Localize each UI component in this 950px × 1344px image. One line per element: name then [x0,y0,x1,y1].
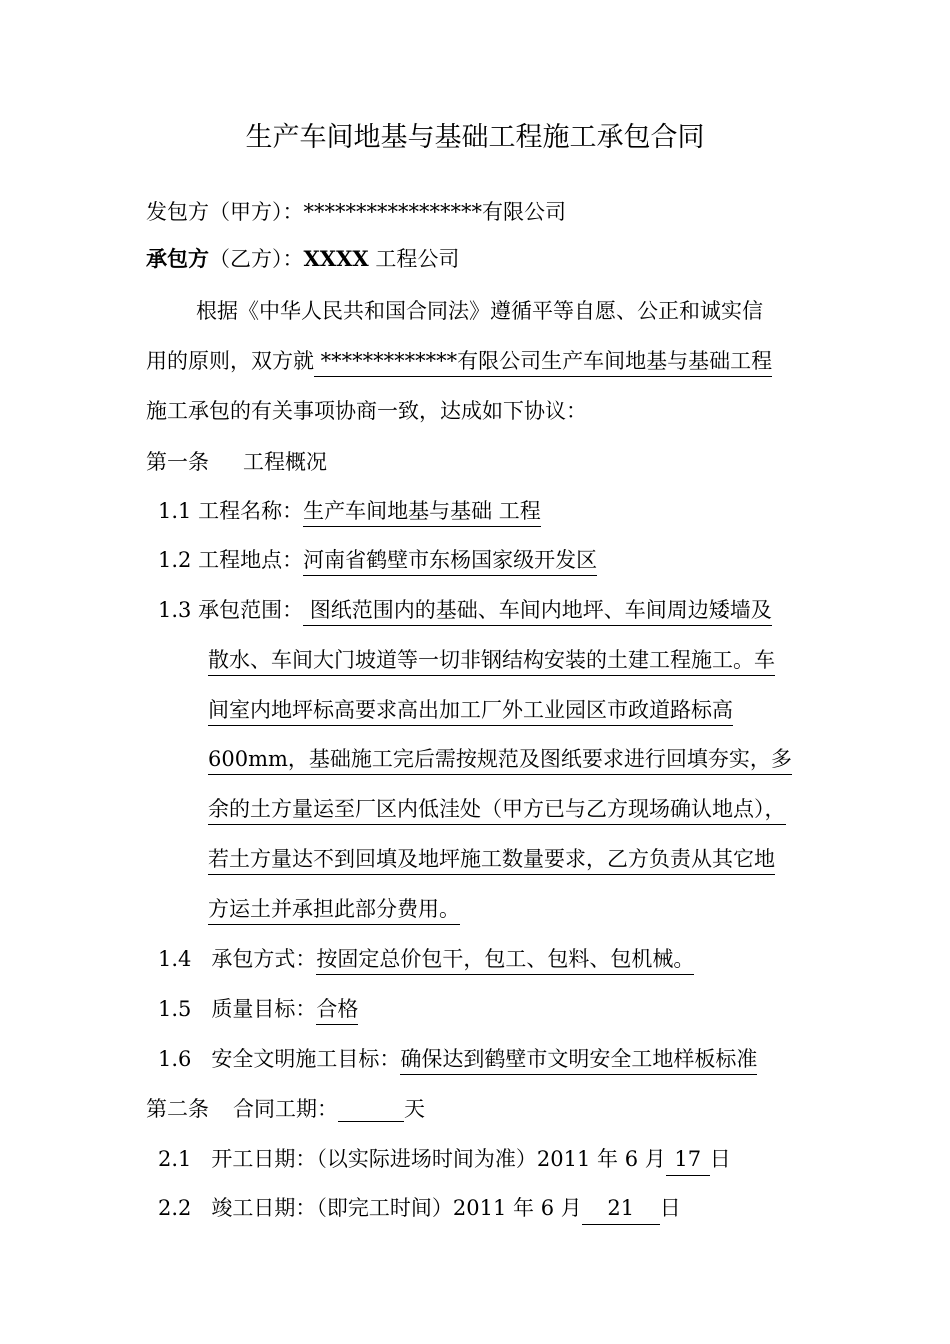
project-location-line [158,547,597,573]
project-name-label: 1.1 工程名称： [158,499,304,523]
quality-target-number: 1.5 [158,997,192,1021]
intro-line-2-prefix: 用的原则，双方就 [146,349,314,373]
quality-target-label: 质量目标： [211,997,317,1021]
end-date-line [158,1195,681,1225]
article-1-title: 工程概况 [243,450,327,474]
project-location-label: 1.2 工程地点： [158,548,304,572]
article-2-title: 合同工期： [233,1097,338,1121]
project-name-value: 生产车间地基与基础 工程 [303,499,541,527]
party-a-value: *****************有限公司 [303,200,566,224]
party-b-line [146,246,459,272]
contract-duration-unit: 天 [404,1097,425,1121]
project-name-line [158,498,541,524]
scope-line-2 [208,647,775,673]
scope-text-7: 方运土并承担此部分费用。 [208,897,460,925]
scope-line-4 [208,746,792,772]
scope-line-1 [158,597,772,623]
safety-target-label: 安全文明施工目标： [211,1047,401,1071]
party-a-label: 发包方（甲方）： [146,200,304,224]
contract-method-label: 承包方式： [211,947,317,971]
article-2-heading [146,1096,425,1122]
scope-label: 1.3 承包范围： [158,598,304,622]
scope-text-1: 图纸范围内的基础、车间内地坪、车间周边矮墙及 [303,598,772,626]
safety-target-number: 1.6 [158,1047,192,1071]
project-location-value: 河南省鹤壁市东杨国家级开发区 [303,548,597,576]
article-2-number: 第二条 [146,1097,209,1121]
end-date-suffix: 日 [659,1196,681,1220]
article-1-heading [146,449,327,475]
contract-duration-blank [338,1096,404,1122]
start-date-number: 2.1 [158,1147,192,1171]
scope-text-4: 600mm，基础施工完后需按规范及图纸要求进行回填夯实，多 [208,747,792,775]
intro-line-1: 根据《中华人民共和国合同法》遵循平等自愿、公正和诚实信 [196,299,763,323]
end-date-label: 竣工日期：（即完工时间）2011 年 6 月 [211,1196,582,1220]
start-date-label: 开工日期：（以实际进场时间为准）2011 年 6 月 [211,1147,666,1171]
safety-target-value: 确保达到鹤壁市文明安全工地样板标准 [400,1047,757,1075]
quality-target-line [158,996,358,1022]
party-a-line [146,199,566,225]
intro-line-2 [146,348,772,374]
scope-text-2: 散水、车间大门坡道等一切非钢结构安装的土建工程施工。车 [208,648,775,676]
start-date-suffix: 日 [709,1147,731,1171]
document-title: 生产车间地基与基础工程施工承包合同 [245,122,705,153]
party-b-value: 工程公司 [375,247,460,271]
intro-project-name: *************有限公司生产车间地基与基础工程 [314,349,772,377]
start-date-line [158,1146,731,1176]
quality-target-value: 合格 [316,997,358,1025]
scope-text-3: 间室内地坪标高要求高出加工厂外工业园区市政道路标高 [208,698,733,726]
end-date-day: 21 [582,1195,660,1225]
scope-line-7 [208,896,460,922]
start-date-day: 17 [666,1146,710,1176]
article-1-number: 第一条 [146,450,209,474]
scope-line-5 [208,796,786,822]
end-date-number: 2.2 [158,1196,192,1220]
contract-method-number: 1.4 [158,947,192,971]
scope-line-6 [208,846,775,872]
intro-line-3: 施工承包的有关事项协商一致，达成如下协议： [146,399,587,423]
scope-text-6: 若土方量达不到回填及地坪施工数量要求，乙方负责从其它地 [208,847,775,875]
party-b-name: XXXX [303,246,369,271]
scope-text-5: 余的土方量运至厂区内低洼处（甲方已与乙方现场确认地点）， [208,797,786,825]
party-b-paren: （乙方）： [209,247,304,271]
safety-target-line [158,1046,757,1072]
contract-method-value: 按固定总价包干，包工、包料、包机械。 [316,947,694,975]
party-b-label: 承包方 [146,246,209,271]
contract-method-line [158,946,694,972]
scope-line-3 [208,697,733,723]
